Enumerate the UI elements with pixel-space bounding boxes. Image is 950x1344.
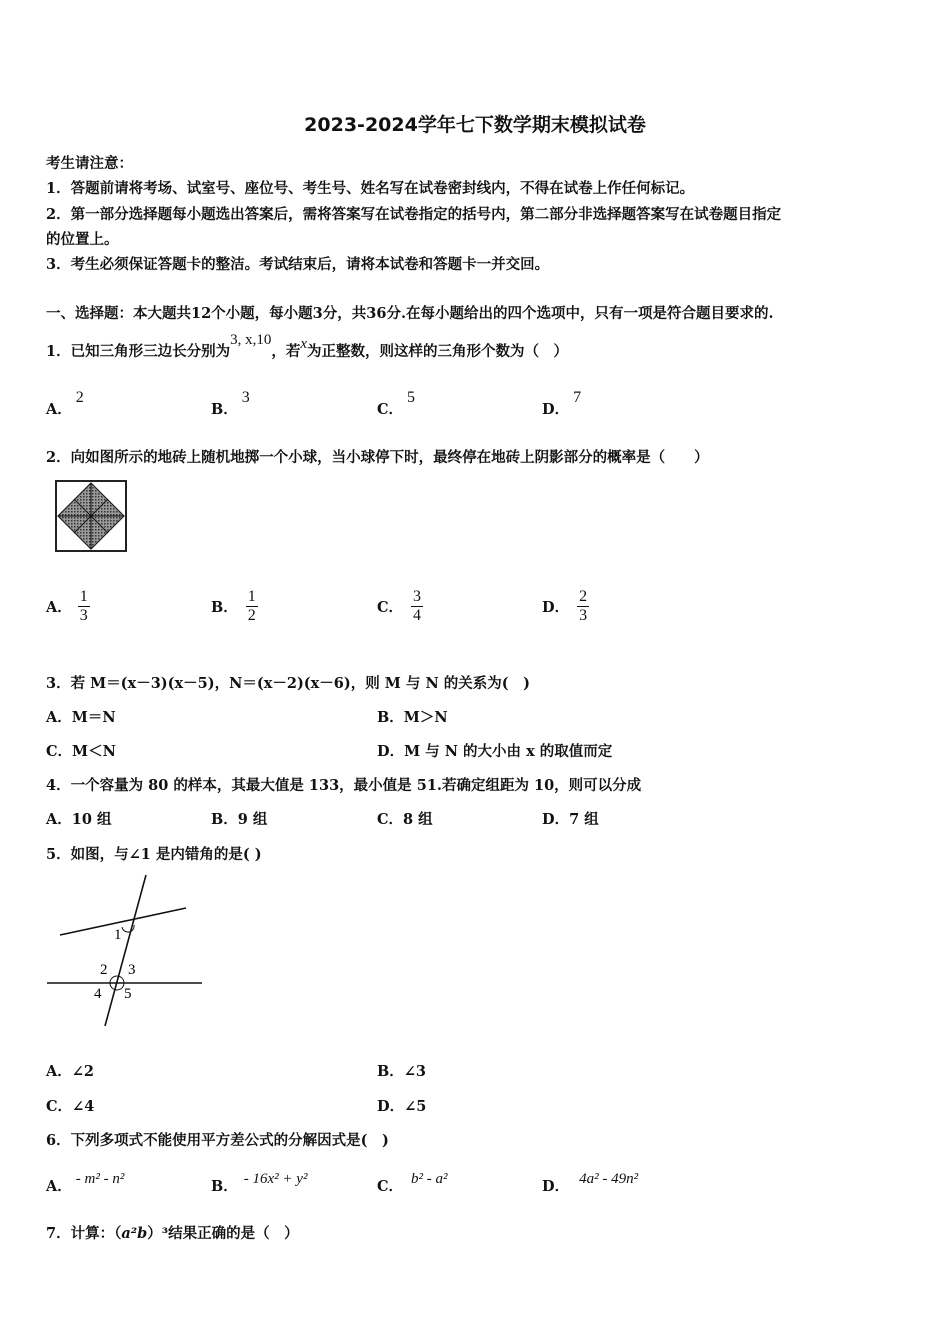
notice-item: 3．考生必须保证答题卡的整洁。考试结束后，请将本试卷和答题卡一并交回。 <box>46 256 550 273</box>
q6-option-a[interactable]: A． - m² - n² <box>46 1171 125 1195</box>
q3-option-b[interactable]: B．M＞N <box>377 709 448 726</box>
q5-option-c[interactable]: C．∠4 <box>46 1098 95 1115</box>
figure-label-1: 1 <box>114 927 122 943</box>
q2-option-c[interactable]: C． $\frac{3}{4}$ <box>377 588 422 624</box>
q4-option-a[interactable]: A．10 组 <box>46 811 112 828</box>
notice-item: 的位置上。 <box>46 231 119 248</box>
figure-label-3: 3 <box>128 962 136 978</box>
q6-option-d[interactable]: D． 4a² - 49n² <box>542 1171 639 1195</box>
q1-sides: 3, x,10 <box>230 332 272 348</box>
question-7: 7．计算：（a²b）³结果正确的是（ ） <box>46 1225 299 1242</box>
tile-figure <box>53 478 129 554</box>
notice-item: 2．第一部分选择题每小题选出答案后，需将答案写在试卷指定的括号内，第二部分非选择题答案写在试卷题目指定 <box>46 206 782 223</box>
q2-option-d[interactable]: D． $\frac{2}{3}$ <box>542 588 588 624</box>
q5-option-d[interactable]: D．∠5 <box>377 1098 427 1115</box>
q5-option-b[interactable]: B．∠3 <box>377 1063 427 1080</box>
question-1 <box>46 332 569 361</box>
q5-option-a[interactable]: A．∠2 <box>46 1063 95 1080</box>
question-5: 5．如图，与∠1 是内错角的是( ) <box>46 846 262 863</box>
q1-mid: ，若 <box>271 343 301 360</box>
notice-heading: 考生请注意： <box>46 155 133 172</box>
q6-option-b[interactable]: B． - 16x² + y² <box>211 1171 308 1195</box>
q3-option-a[interactable]: A．M＝N <box>46 709 116 726</box>
q1-option-d[interactable]: D．7 <box>542 389 582 418</box>
notice-item: 1．答题前请将考场、试室号、座位号、考生号、姓名写在试卷密封线内，不得在试卷上作任何标记。 <box>46 180 695 197</box>
q1-option-a[interactable]: A．2 <box>46 389 84 418</box>
q1-pre: 1．已知三角形三边长分别为 <box>46 343 231 360</box>
page-title: 2023-2024学年七下数学期末模拟试卷 <box>304 114 646 136</box>
angle-figure <box>42 870 207 1030</box>
q6-option-c[interactable]: C． b² - a² <box>377 1171 448 1195</box>
q4-option-b[interactable]: B．9 组 <box>211 811 268 828</box>
figure-label-4: 4 <box>94 986 102 1002</box>
q1-post: 为正整数，则这样的三角形个数为（ ） <box>307 343 569 360</box>
q7-expression: a²b <box>121 1225 148 1242</box>
q1-option-c[interactable]: C．5 <box>377 389 416 418</box>
q1-option-b[interactable]: B．3 <box>211 389 250 418</box>
q1-var: x <box>300 336 308 352</box>
question-4: 4．一个容量为 80 的样本，其最大值是 133，最小值是 51.若确定组距为 10，则可以分成 <box>46 777 642 794</box>
q3-option-d[interactable]: D．M 与 N 的大小由 x 的取值而定 <box>377 743 613 760</box>
figure-label-5: 5 <box>124 986 132 1002</box>
question-6: 6．下列多项式不能使用平方差公式的分解因式是( ) <box>46 1132 389 1149</box>
q4-option-d[interactable]: D．7 组 <box>542 811 599 828</box>
figure-label-2: 2 <box>100 962 108 978</box>
section-heading: 一、选择题：本大题共12个小题，每小题3分，共36分.在每小题给出的四个选项中，只有一项是符合题目要求的. <box>46 305 774 322</box>
q3-option-c[interactable]: C．M＜N <box>46 743 116 760</box>
q2-option-a[interactable]: A． $\frac{1}{3}$ <box>46 588 88 624</box>
question-2: 2．向如图所示的地砖上随机地掷一个小球，当小球停下时，最终停在地砖上阴影部分的概率是（ ） <box>46 449 709 466</box>
q2-option-b[interactable]: B． $\frac{1}{2}$ <box>211 588 256 624</box>
q4-option-c[interactable]: C．8 组 <box>377 811 433 828</box>
question-3: 3．若 M＝(x－3)(x－5)，N＝(x－2)(x－6)，则 M 与 N 的关系为( ) <box>46 675 530 692</box>
